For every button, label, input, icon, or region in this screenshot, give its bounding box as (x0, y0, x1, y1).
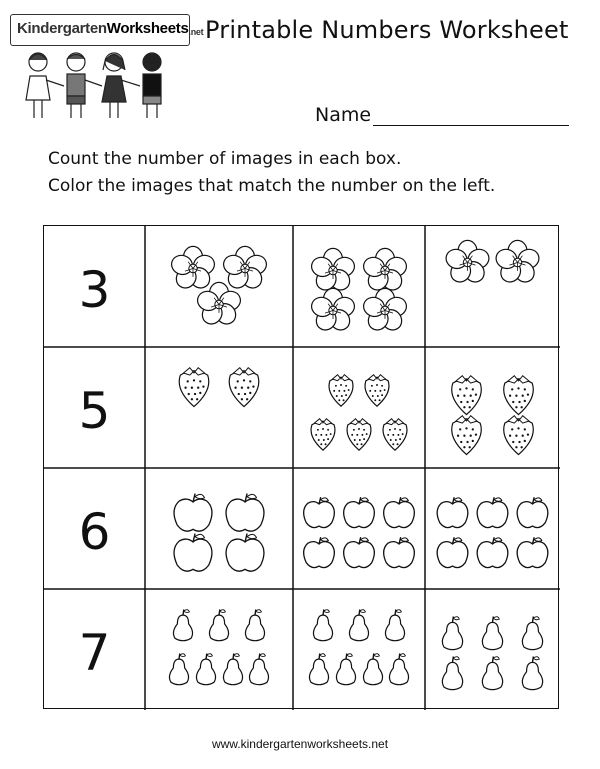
logo-badge (10, 14, 204, 46)
counting-grid (43, 225, 559, 709)
apple-icon (304, 497, 335, 527)
apple-icon (344, 537, 375, 567)
children-illustration (16, 48, 186, 124)
pear-icon (313, 610, 332, 641)
pear-icon (482, 657, 502, 690)
pear-icon (442, 657, 462, 690)
strawberry-icon (452, 416, 482, 455)
apple-icon (437, 537, 468, 567)
flower-icon (494, 240, 542, 285)
strawberry-icon (347, 419, 371, 450)
apple-icon (304, 537, 335, 567)
flower-icon (221, 246, 269, 291)
pear-icon (385, 610, 404, 641)
strawberry-icon (504, 416, 534, 455)
flower-icon (195, 282, 243, 327)
instruction-line-1: Count the number of images in each box. (48, 149, 402, 169)
pear-icon (363, 654, 382, 685)
flower-icon (361, 248, 409, 293)
flower-icon (169, 246, 217, 291)
instruction-line-2: Color the images that match the number on the left. (48, 176, 496, 196)
row-number-3: 6 (78, 503, 111, 561)
strawberry-icon (311, 419, 335, 450)
apple-icon (517, 497, 548, 527)
pear-icon (349, 610, 368, 641)
name-line (373, 105, 569, 126)
apple-icon (344, 497, 375, 527)
page-title: Printable Numbers Worksheet (205, 16, 569, 44)
flower-icon (444, 240, 492, 285)
apple-icon (437, 497, 468, 527)
logo-wordmark: KindergartenWorksheets.net (17, 20, 204, 37)
apple-icon (226, 534, 264, 572)
pear-icon (309, 654, 328, 685)
pear-icon (442, 617, 462, 650)
pear-icon (249, 654, 268, 685)
apple-icon (174, 494, 212, 532)
pear-icon (482, 617, 502, 650)
row-number-4: 7 (78, 624, 111, 682)
pear-icon (522, 617, 542, 650)
apple-icon (477, 497, 508, 527)
row-number-2: 5 (78, 382, 111, 440)
pear-icon (196, 654, 215, 685)
pear-icon (169, 654, 188, 685)
flower-icon (309, 248, 357, 293)
pear-icon (522, 657, 542, 690)
strawberry-icon (452, 376, 482, 415)
row-number-1: 3 (78, 261, 111, 319)
strawberry-icon (504, 376, 534, 415)
apple-icon (477, 537, 508, 567)
name-label: Name (315, 104, 372, 126)
apple-icon (226, 494, 264, 532)
pear-icon (209, 610, 228, 641)
apple-icon (174, 534, 212, 572)
name-field (315, 104, 569, 126)
pear-icon (223, 654, 242, 685)
pear-icon (389, 654, 408, 685)
strawberry-icon (365, 375, 389, 406)
strawberry-icon (329, 375, 353, 406)
pear-icon (336, 654, 355, 685)
strawberry-icon (383, 419, 407, 450)
strawberry-icon (179, 368, 209, 407)
flower-icon (309, 288, 357, 333)
apple-icon (517, 537, 548, 567)
pear-icon (245, 610, 264, 641)
pear-icon (173, 610, 192, 641)
footer-url: www.kindergartenworksheets.net (211, 737, 389, 751)
apple-icon (384, 497, 415, 527)
strawberry-icon (229, 368, 259, 407)
apple-icon (384, 537, 415, 567)
flower-icon (361, 288, 409, 333)
site-logo (10, 14, 204, 114)
